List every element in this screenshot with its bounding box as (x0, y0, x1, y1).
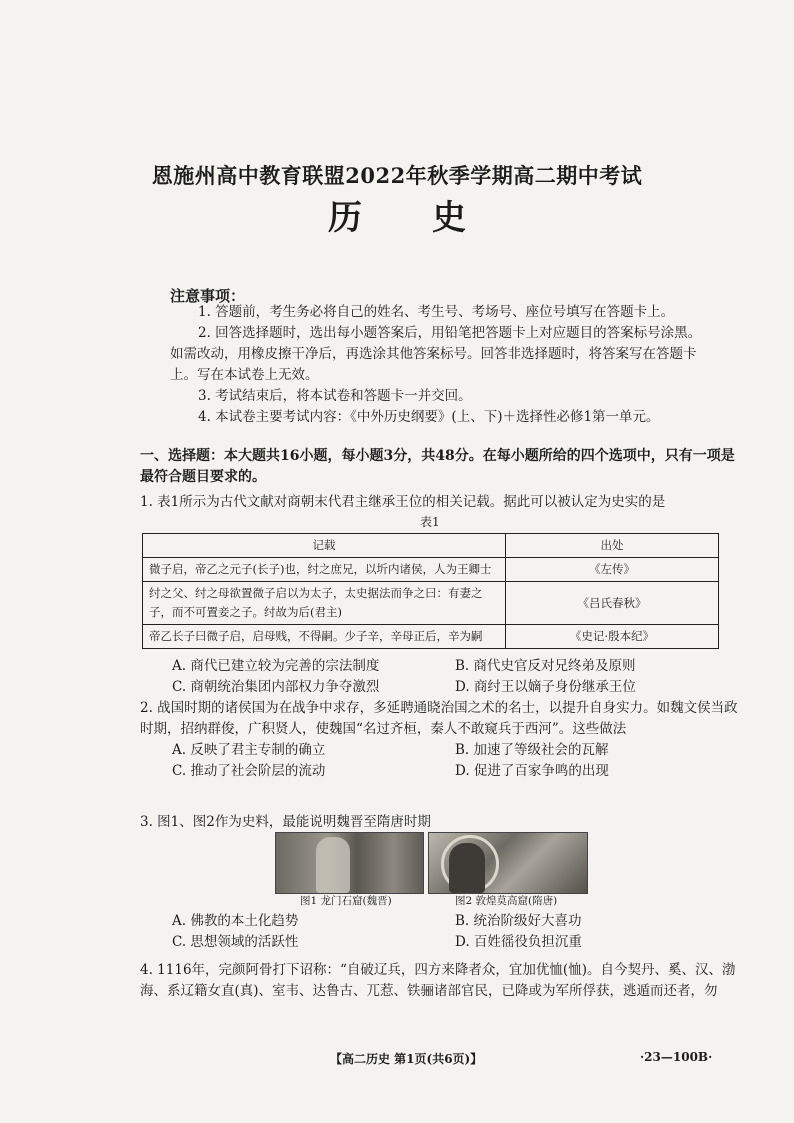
buddha-statue-icon (449, 843, 485, 893)
mogao-caves-photo (428, 832, 588, 894)
table-cell: 《左传》 (506, 558, 719, 582)
table-cell: 《吕氏春秋》 (506, 582, 719, 625)
question-1-options-row (172, 656, 732, 677)
table-caption: 表1 (420, 515, 440, 529)
section-heading: 一、选择题：本大题共16小题，每小题3分，共48分。在每小题所给的四个选项中，只有一项是最符合题目要求的。 (140, 448, 735, 485)
longmen-grottoes-photo (275, 832, 424, 894)
subject-title: 历史 (328, 198, 536, 238)
option-d[interactable]: D. 百姓徭役负担沉重 (455, 934, 582, 950)
buddha-statue-icon (316, 837, 350, 893)
option-b[interactable]: B. 统治阶级好大喜功 (455, 913, 582, 929)
table-row (143, 558, 719, 582)
notice-item: 3. 考试结束后，将本试卷和答题卡一并交回。 (198, 388, 472, 404)
option-a[interactable]: A. 商代已建立较为完善的宗法制度 (172, 658, 380, 674)
option-d[interactable]: D. 促进了百家争鸣的出现 (455, 763, 609, 779)
question-3-options-row (172, 911, 732, 932)
option-d[interactable]: D. 商纣王以嫡子身份继承王位 (455, 679, 636, 695)
question-2-options-row (172, 740, 732, 761)
table-row (143, 582, 719, 625)
exam-title: 恩施州高中教育联盟2022年秋季学期高二期中考试 (151, 163, 643, 188)
question-1-stem: 1. 表1所示为古代文献对商朝末代君主继承王位的相关记载。据此可以被认定为史实的是 (140, 494, 666, 510)
option-c[interactable]: C. 思想领域的活跃性 (172, 934, 299, 950)
option-b[interactable]: B. 商代史官反对兄终弟及原则 (455, 658, 636, 674)
figure-1-caption: 图1 龙门石窟(魏晋) (300, 895, 392, 907)
option-c[interactable]: C. 推动了社会阶层的流动 (172, 763, 326, 779)
table-cell: 纣之父、纣之母欲置微子启以为太子，太史据法而争之曰：有妻之子，而不可置妾之子。纣故为后(君主) (143, 582, 506, 625)
figure-2-caption: 图2 敦煌莫高窟(隋唐) (455, 895, 558, 907)
paper-code: ·23—100B· (640, 1050, 713, 1064)
notice-item: 4. 本试卷主要考试内容：《中外历史纲要》(上、下)＋选择性必修1第一单元。 (198, 409, 660, 425)
table-cell: 微子启，帝乙之元子(长子)也，纣之庶兄，以圻内诸侯，人为王卿士 (143, 558, 506, 582)
table-cell: 帝乙长子曰微子启，启母贱，不得嗣。少子辛，辛母正后，辛为嗣 (143, 625, 506, 649)
page-footer: 【高二历史 第1页(共6页)】 (330, 1052, 483, 1066)
table-row (143, 625, 719, 649)
question-4-stem: 4. 1116年，完颜阿骨打下诏称：“自破辽兵，四方来降者众，宜加优恤(恤)。自今契丹、奚、汉、渤海、系辽籍女直(真)、室韦、达鲁古、兀惹、铁骊诸部官民，已降或为军所俘获，逃遁而还者，勿 (140, 962, 736, 999)
question-3-stem: 3. 图1、图2作为史料，最能说明魏晋至隋唐时期 (140, 814, 431, 830)
option-a[interactable]: A. 反映了君主专制的确立 (172, 742, 326, 758)
question-1-table (142, 533, 719, 649)
option-b[interactable]: B. 加速了等级社会的瓦解 (455, 742, 609, 758)
question-2-stem: 2. 战国时期的诸侯国为在战争中求存，多延聘通晓治国之术的名士，以提升自身实力。如魏文侯当政时期，招纳群俊，广积贤人，使魏国“名过齐桓，秦人不敢窥兵于西河”。这些做法 (140, 700, 738, 737)
question-1-options-row (172, 677, 732, 698)
question-2-options-row (172, 761, 732, 782)
option-c[interactable]: C. 商朝统治集团内部权力争夺激烈 (172, 679, 380, 695)
table-header: 出处 (506, 534, 719, 558)
table-header: 记载 (143, 534, 506, 558)
notice-list (170, 302, 710, 428)
notice-item: 2. 回答选择题时，选出每小题答案后，用铅笔把答题卡上对应题目的答案标号涂黑。如需改动，用橡皮擦干净后，再选涂其他答案标号。回答非选择题时，将答案写在答题卡上。写在本试卷上无效。 (170, 325, 702, 383)
notice-heading: 注意事项： (170, 287, 246, 305)
table-cell: 《史记·殷本纪》 (506, 625, 719, 649)
question-3-options-row (172, 932, 732, 953)
notice-item: 1. 答题前，考生务必将自己的姓名、考生号、考场号、座位号填写在答题卡上。 (198, 304, 675, 320)
option-a[interactable]: A. 佛教的本土化趋势 (172, 913, 299, 929)
